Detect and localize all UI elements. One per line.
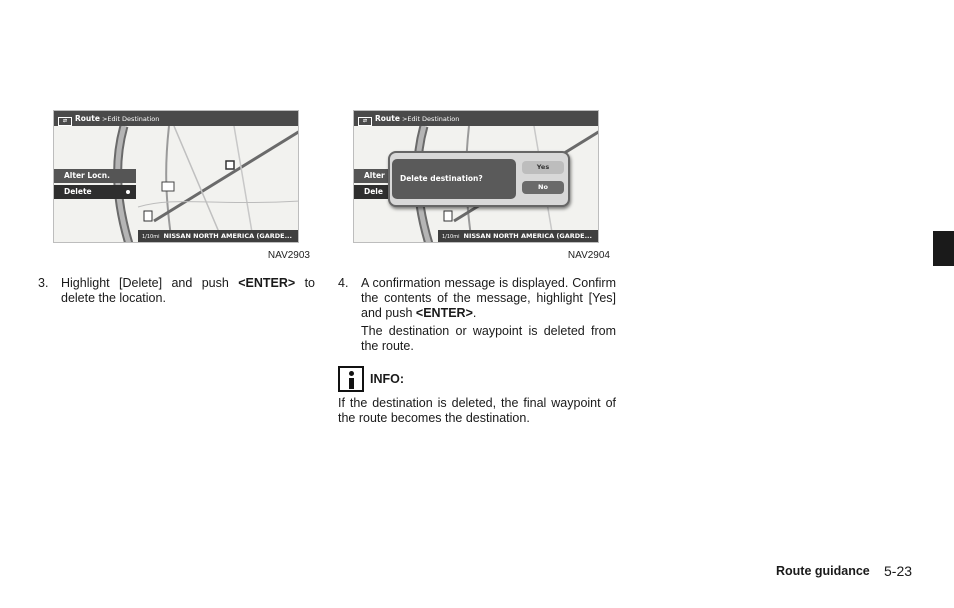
menu-item-delete: Dele (354, 185, 436, 199)
enter-key-label: <ENTER> (415, 306, 473, 320)
step-text-after: . (472, 306, 477, 320)
screen-breadcrumb: >Edit Destination (401, 115, 460, 123)
step-text (361, 276, 616, 321)
step-text-after: to delete the location. (61, 276, 315, 305)
screen-title: Route (375, 114, 400, 123)
info-icon (338, 366, 364, 392)
info-text: If the destination is deleted, the final waypoint of the route becomes the destination. (338, 396, 616, 425)
image-caption: NAV2904 (567, 250, 610, 261)
screen-status-bar (438, 230, 599, 242)
menu-item-alter-location: Alter (354, 169, 436, 183)
road-label: NISSAN NORTH AMERICA (GARDE... (463, 232, 592, 240)
screen-breadcrumb: >Edit Destination (101, 115, 160, 123)
dialog-message: Delete destination? (392, 159, 516, 199)
enter-key-label: <ENTER> (238, 276, 296, 290)
screen-title-bar (54, 111, 298, 126)
menu-item-alter-location: Alter Locn. (54, 169, 136, 183)
selection-dot-icon (126, 190, 130, 194)
step-4 (338, 276, 616, 321)
map-scale: 1/10mi (442, 234, 460, 240)
section-tab-marker (933, 231, 954, 266)
step-text-before: Highlight [Delete] and push (61, 276, 239, 290)
screenshot-nav2904 (353, 110, 599, 243)
route-icon: ⇄ (58, 117, 72, 126)
step-number: 4. (338, 276, 349, 290)
footer-section-title: Route guidance (776, 564, 870, 578)
screen-status-bar (138, 230, 299, 242)
dialog-no-button: No (522, 181, 564, 194)
screenshot-nav2903 (53, 110, 299, 243)
confirm-dialog (388, 151, 570, 207)
screen-title: Route (75, 114, 100, 123)
road-label: NISSAN NORTH AMERICA (GARDE... (163, 232, 292, 240)
step-number: 3. (38, 276, 49, 290)
step-3 (38, 276, 315, 306)
route-icon: ⇄ (358, 117, 372, 126)
step-text-before: A confirmation message is displayed. Confirm the contents of the message, highlight [Yes] and push (361, 276, 616, 320)
image-caption: NAV2903 (267, 250, 310, 261)
step-4-result: The destination or waypoint is deleted from the route. (361, 324, 616, 353)
info-heading: INFO: (370, 372, 405, 386)
menu-item-delete (54, 185, 136, 199)
step-text (61, 276, 315, 306)
dialog-yes-button: Yes (522, 161, 564, 174)
map-scale: 1/10mi (142, 234, 160, 240)
page-number: 5-23 (884, 563, 913, 579)
menu-item-label: Delete (64, 187, 92, 196)
screen-title-bar (354, 111, 598, 126)
